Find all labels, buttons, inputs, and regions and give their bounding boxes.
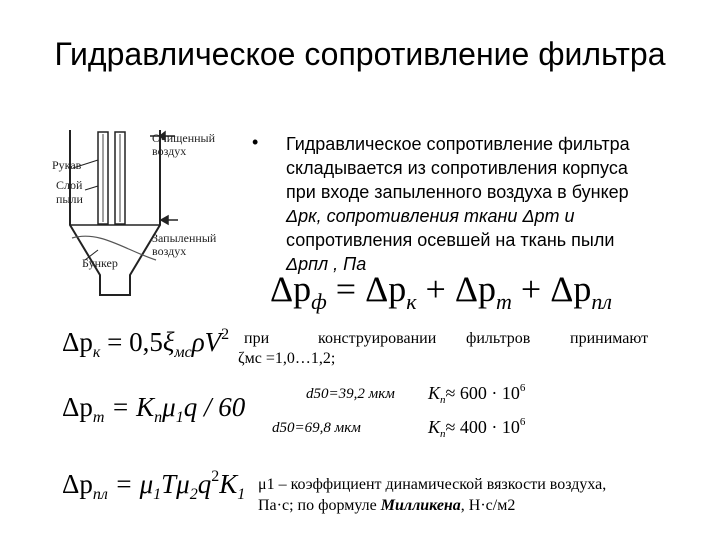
label-dust-layer: Слой пыли xyxy=(56,178,83,206)
construction-word-3: фильтров xyxy=(466,330,531,347)
formula-pk: $\Delta p_к = 0,5\xi_{мс}\rho V^2$ xyxy=(62,326,230,361)
mu-description-line2: Па·с; по формуле Милликена, Н·с/м2 xyxy=(258,497,516,514)
label-clean-air: Очищенный воздух xyxy=(152,131,216,158)
zeta-range: ζмс =1,0…1,2; xyxy=(238,350,336,367)
kn-a: $K_п\approx 600 \cdot 10^6$ xyxy=(428,382,526,406)
bullet-line: складывается из сопротивления корпуса xyxy=(286,158,628,178)
construction-word-2: конструировании xyxy=(318,330,437,347)
label-sleeve: Рукав xyxy=(52,158,82,172)
formula-ppl: $\Delta p_{пл} = \mu_1T\mu_2q^2K_1$ xyxy=(62,468,246,503)
label-hopper: Бункер xyxy=(82,256,118,270)
bullet-line: Δрпл , Па xyxy=(286,254,367,274)
construction-word-1: при xyxy=(244,330,270,347)
bullet-paragraph xyxy=(286,132,686,276)
bullet-marker: • xyxy=(252,132,259,152)
d50-a: d50=39,2 мкм xyxy=(306,386,395,402)
formula-total: $\Delta р_ф = \Delta р_к + \Delta р_т + \Delta р_{пл}$ xyxy=(270,269,612,314)
label-dusty-air: Запыленный воздух xyxy=(152,231,217,258)
construction-word-4: принимают xyxy=(570,330,649,347)
bullet-line: Δрк, сопротивления ткани Δрт и xyxy=(286,206,575,226)
bullet-line: Гидравлическое сопротивление фильтра xyxy=(286,134,630,154)
mu-description-line1: μ1 – коэффициент динамической вязкости воздуха, xyxy=(258,476,607,493)
bullet-line: сопротивления осевшей на ткань пыли xyxy=(286,230,615,250)
formula-pt: $\Delta p_т = K_п\mu_1q / 60$ xyxy=(62,392,246,426)
slide-title: Гидравлическое сопротивление фильтра xyxy=(54,36,666,72)
bullet-line: при входе запыленного воздуха в бункер xyxy=(286,182,629,202)
d50-b: d50=69,8 мкм xyxy=(272,420,361,436)
kn-b: $K_п\approx 400 \cdot 10^6$ xyxy=(428,416,526,440)
